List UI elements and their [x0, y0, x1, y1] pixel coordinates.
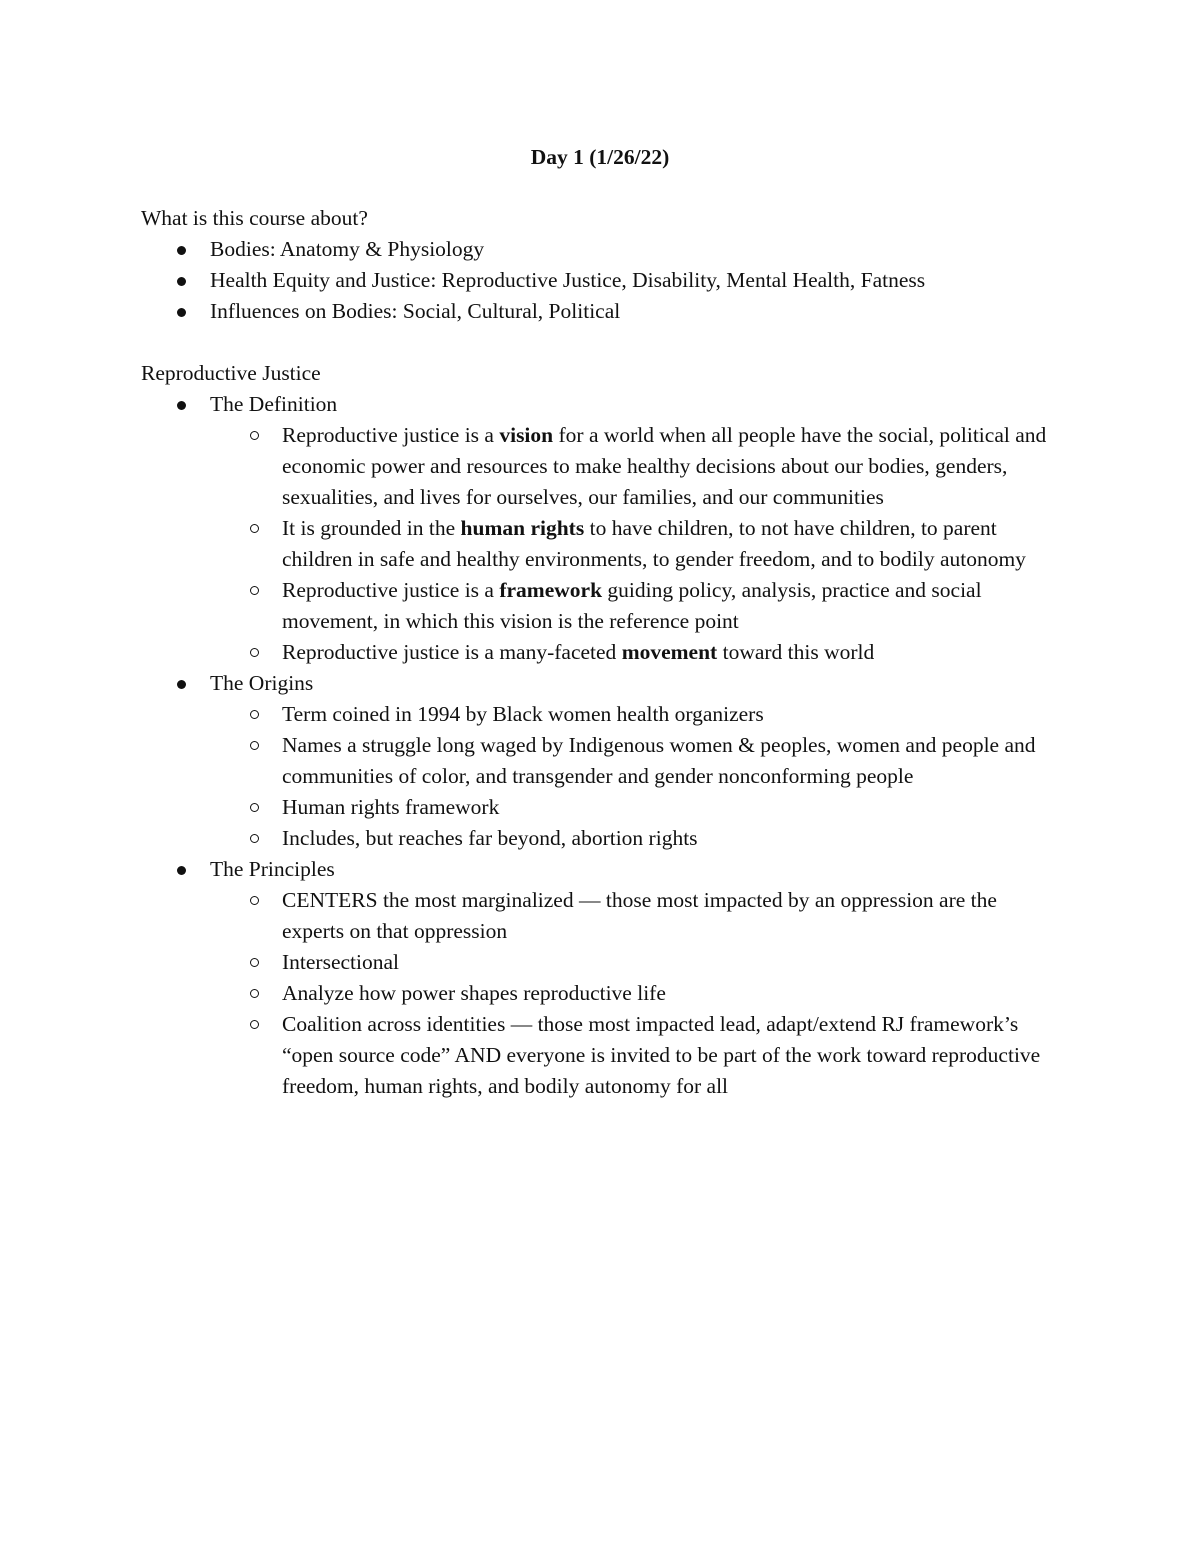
bullet-icon: [177, 680, 186, 689]
sub-list-item: Includes, but reaches far beyond, abortion rights: [141, 823, 1052, 854]
sub-list-item: Human rights framework: [141, 792, 1052, 823]
sub-list-item: Intersectional: [141, 947, 1052, 978]
sub-list-item: Term coined in 1994 by Black women health organizers: [141, 699, 1052, 730]
bullet-icon: [177, 308, 186, 317]
sub-list-item: Analyze how power shapes reproductive life: [141, 978, 1052, 1009]
list-item: Health Equity and Justice: Reproductive Justice, Disability, Mental Health, Fatness: [141, 265, 1061, 296]
sub-list-item: CENTERS the most marginalized — those most impacted by an oppression are the experts on that oppression: [141, 885, 1052, 947]
bullet-icon: [177, 866, 186, 875]
course-bullet-list: [141, 234, 1061, 327]
hollow-bullet-icon: [250, 989, 259, 998]
rj-heading: Reproductive Justice: [141, 361, 321, 385]
sub-list-item: Reproductive justice is a vision for a world when all people have the social, political and economic power and resources to make healthy decisions about our bodies, genders, sexualities, and lives for ourselves, our families, and our communities: [141, 420, 1052, 513]
hollow-bullet-icon: [250, 958, 259, 967]
hollow-bullet-icon: [250, 741, 259, 750]
list-item: The Definition: [141, 389, 1061, 420]
sub-list-item: Reproductive justice is a framework guiding policy, analysis, practice and social movement, in which this vision is the reference point: [141, 575, 1052, 637]
hollow-bullet-icon: [250, 803, 259, 812]
hollow-bullet-icon: [250, 586, 259, 595]
bullet-icon: [177, 401, 186, 410]
list-item: Influences on Bodies: Social, Cultural, Political: [141, 296, 1061, 327]
page-title: Day 1 (1/26/22): [530, 145, 670, 169]
hollow-bullet-icon: [250, 834, 259, 843]
list-item: The Principles: [141, 854, 1061, 885]
bullet-icon: [177, 277, 186, 286]
sub-list-item: Coalition across identities — those most impacted lead, adapt/extend RJ framework’s “open source code” AND everyone is invited to be part of the work toward reproductive freedom, human rights, and bodily autonomy for all: [141, 1009, 1052, 1102]
bullet-icon: [177, 246, 186, 255]
hollow-bullet-icon: [250, 524, 259, 533]
rj-bullet-list: [141, 389, 1061, 1102]
sub-list-item: Names a struggle long waged by Indigenous women & peoples, women and people and communities of color, and transgender and gender nonconforming people: [141, 730, 1052, 792]
hollow-bullet-icon: [250, 648, 259, 657]
sub-list-item: Reproductive justice is a many-faceted movement toward this world: [141, 637, 1052, 668]
hollow-bullet-icon: [250, 896, 259, 905]
course-heading: What is this course about?: [141, 206, 368, 230]
hollow-bullet-icon: [250, 710, 259, 719]
sub-list-item: It is grounded in the human rights to have children, to not have children, to parent children in safe and healthy environments, to gender freedom, and to bodily autonomy: [141, 513, 1052, 575]
hollow-bullet-icon: [250, 431, 259, 440]
list-item: The Origins: [141, 668, 1061, 699]
list-item: Bodies: Anatomy & Physiology: [141, 234, 1061, 265]
hollow-bullet-icon: [250, 1020, 259, 1029]
